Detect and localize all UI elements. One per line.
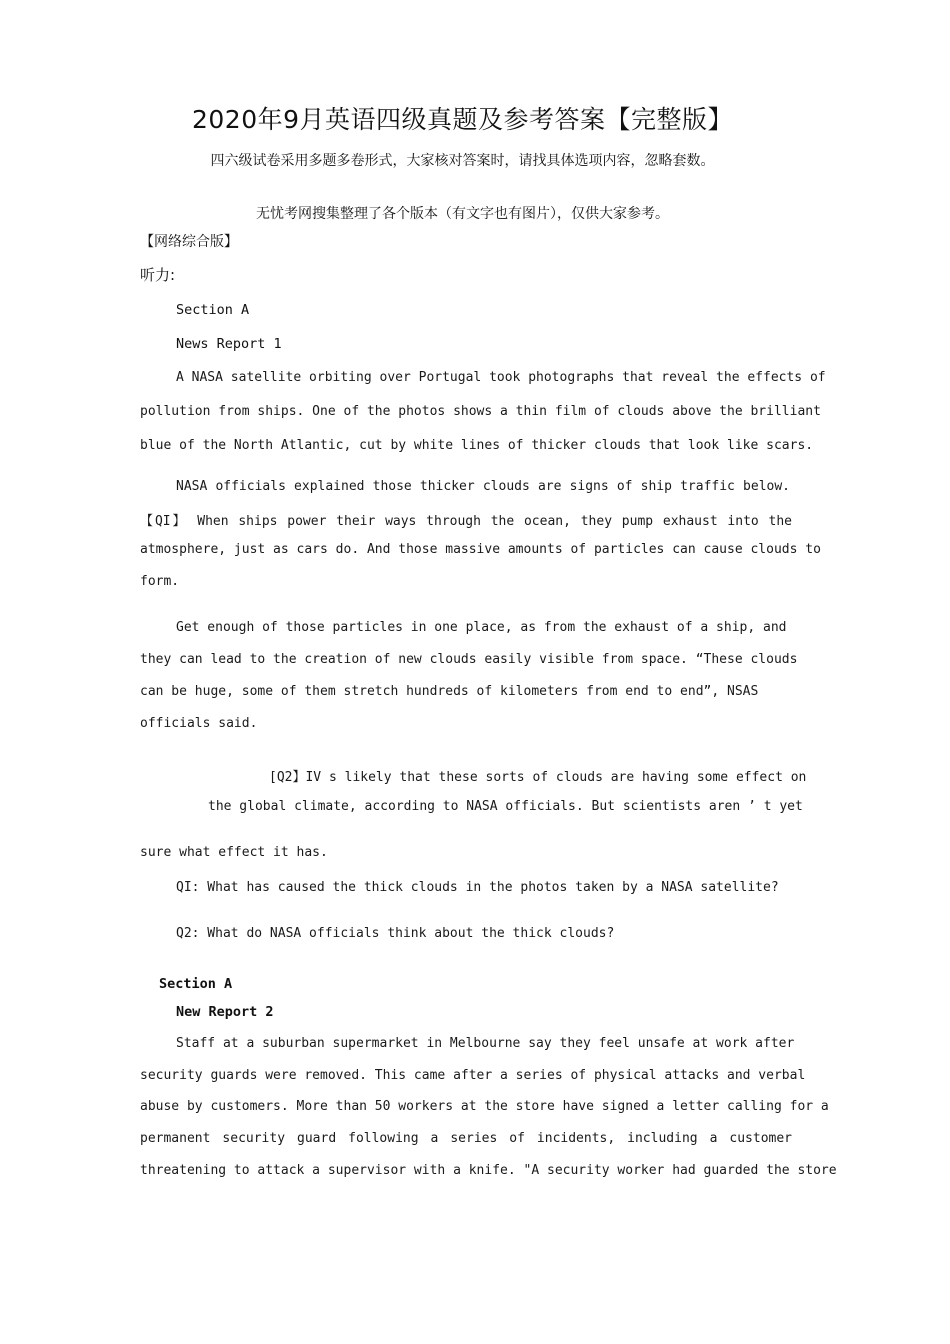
paragraph-line: the global climate, according to NASA officials. But scientists aren ’ t yet bbox=[208, 799, 803, 814]
paragraph-line: they can lead to the creation of new clouds easily visible from space. “These clouds bbox=[140, 652, 798, 667]
paragraph-line: 【QI】 When ships power their ways through the ocean, they pump exhaust into the bbox=[140, 514, 792, 529]
page-title: 2020年9月英语四级真题及参考答案【完整版】 bbox=[191, 105, 734, 134]
paragraph-line: blue of the North Atlantic, cut by white lines of thicker clouds that look like scars. bbox=[140, 438, 814, 453]
paragraph-line: can be huge, some of them stretch hundreds of kilometers from end to end”, NSAS bbox=[140, 684, 759, 699]
report-heading: New Report 2 bbox=[176, 1004, 274, 1020]
paragraph-line: abuse by customers. More than 50 workers at the store have signed a letter calling for a bbox=[140, 1099, 829, 1114]
paragraph-line: threatening to attack a supervisor with a knife. "A security worker had guarded the store bbox=[140, 1163, 837, 1178]
section-heading: Section A bbox=[159, 976, 233, 992]
paragraph-line: security guards were removed. This came after a series of physical attacks and verbal bbox=[140, 1068, 806, 1083]
paragraph-line: atmosphere, just as cars do. And those massive amounts of particles can cause clouds to bbox=[140, 542, 821, 557]
page-subtitle: 四六级试卷采用多题多卷形式，大家核对答案时，请找具体选项内容，忽略套数。 bbox=[210, 153, 715, 169]
paragraph-line: officials said. bbox=[140, 716, 258, 731]
question-1: QI: What has caused the thick clouds in the photos taken by a NASA satellite? bbox=[176, 880, 779, 895]
paragraph-line: pollution from ships. One of the photos shows a thin film of clouds above the brilliant bbox=[140, 404, 821, 419]
paragraph-line: A NASA satellite orbiting over Portugal took photographs that reveal the effects of bbox=[176, 370, 826, 385]
listening-label: 听力: bbox=[140, 266, 176, 284]
edition-label: 【网络综合版】 bbox=[140, 234, 238, 250]
paragraph-line: Staff at a suburban supermarket in Melbourne say they feel unsafe at work after bbox=[176, 1036, 795, 1051]
section-heading: Section A bbox=[176, 302, 250, 318]
paragraph-line: Get enough of those particles in one place, as from the exhaust of a ship, and bbox=[176, 620, 787, 635]
question-2: Q2: What do NASA officials think about the thick clouds? bbox=[176, 926, 615, 941]
report-heading: News Report 1 bbox=[176, 336, 282, 352]
paragraph-line: sure what effect it has. bbox=[140, 845, 328, 860]
paragraph-line: permanent security guard following a series of incidents, including a customer bbox=[140, 1131, 792, 1146]
paragraph-line: NASA officials explained those thicker clouds are signs of ship traffic below. bbox=[176, 479, 790, 494]
paragraph-line: form. bbox=[140, 574, 180, 589]
paragraph-line: [Q2】IV s likely that these sorts of clouds are having some effect on bbox=[269, 770, 807, 785]
page-note: 无忧考网搜集整理了各个版本（有文字也有图片），仅供大家参考。 bbox=[256, 206, 669, 222]
